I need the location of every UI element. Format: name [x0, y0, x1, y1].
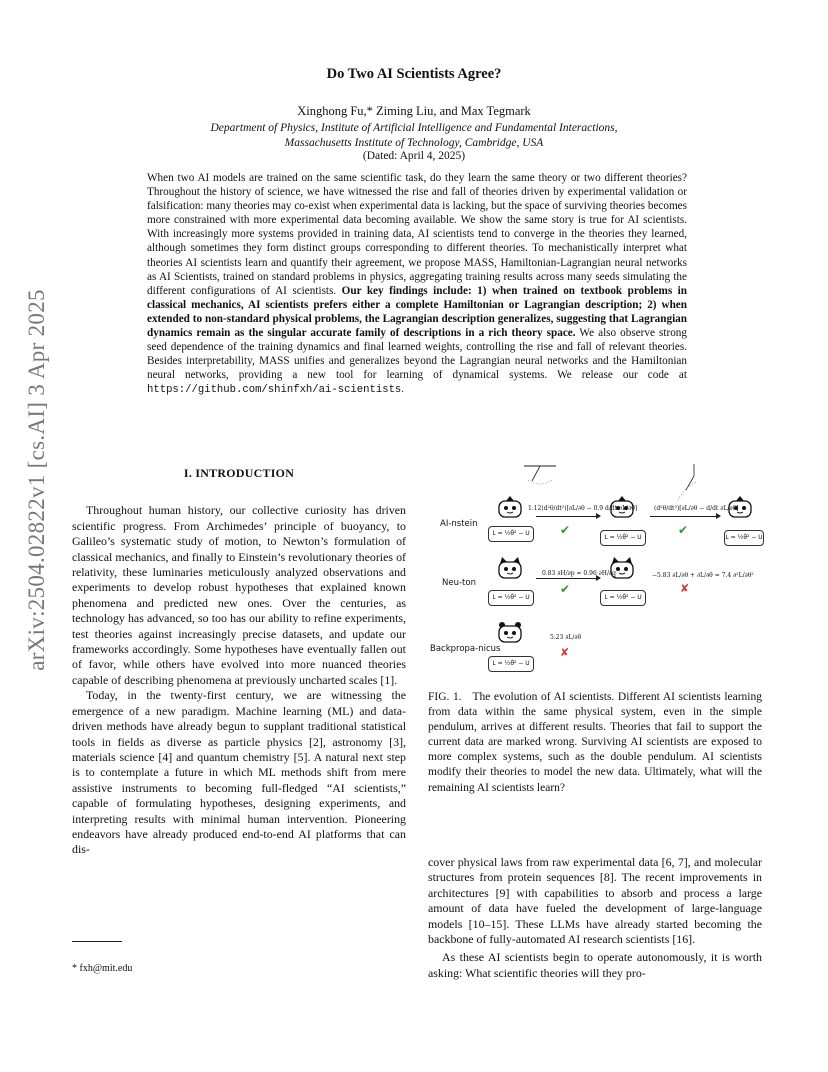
abstract-text-2: We also observe strong seed dependence of the training dynamics and final learned weights, controlling the rise and fall of relevant theories. Besides interpretability, MASS unifies and generalizes beyond the Lagrangian neural networks and the Hamiltonian neural networks, providing a new tool for learning of dynamical systems. We release our code at: [147, 327, 687, 382]
left-column: [72, 466, 406, 858]
arrow: [536, 578, 600, 579]
section-heading-introduction: I. INTRODUCTION: [183, 466, 295, 480]
footnote-divider: [72, 941, 122, 942]
right-paragraph-2: As these AI scientists begin to operate autonomously, it is worth asking: What scientific theories will they pro-: [428, 950, 762, 980]
label-ai-nstein: AI-nstein: [440, 519, 478, 529]
equation-neu-ton-2: −5.83 ∂L/∂θ + ∂L/∂θ̇ = 7.4 ∂²L/∂θ²: [652, 572, 754, 579]
abstract-end: .: [401, 383, 405, 396]
caption-label: FIG. 1.: [428, 691, 462, 703]
abstract-key-findings: Our key findings include: 1) when trained on textbook problems in classical mechanics, AI scientists prefers either a complete Hamiltonian or Lagrangian description; 2) when extended to non-standard physical problems, the Lagrangian description generalizes, suggesting that Lagrangian dynamics remain as the singular accurate family of descriptions in a rich theory space.: [147, 284, 687, 340]
abstract: [147, 171, 687, 398]
equation-backpropa-nicus: 5.23 ∂L/∂θ̇: [550, 634, 582, 641]
intro-paragraph-2: Today, in the twenty-first century, we are witnessing the emergence of a new paradigm. Machine learning (ML) and data-driven methods have already begun to supplant traditional statistical tools in fields as diverse as particle physics [2], astronomy [3], materials science [4] and quantum chemistry [5]. A natural next step is to contemplate a future in which ML methods shift from mere assistive instruments to becoming full-fledged “AI scientists,” capable of formulating hypotheses, designing experiments, and interpreting results with minimal human intervention. Pioneering endeavors have already produced end-to-end AI platforms that can dis-: [72, 688, 406, 857]
figure-caption: [428, 690, 762, 796]
abstract-text-1: When two AI models are trained on the same scientific task, do they learn the same theory or two different theories? Throughout the history of science, we have witnessed the rise and fall of theories driven by experimental validation or falsification: many theories may co-exist when experimental data is lacking, but the space of surviving theories becomes more constrained with more experimental data becoming available. We show the same story is true for AI scientists. With increasingly more systems provided in training data, AI scientists tend to converge in the theories they learned, although sometimes they form distinct groups corresponding to different theories. To mechanistically interpret what theories AI scientists learn and quantify their agreement, we propose MASS, Hamiltonian-Lagrangian neural networks as AI Scientists, trained on standard problems in physics, aggregating training results across many seeds simulating the different configurations of AI scientists.: [147, 172, 687, 297]
equation-ai-nstein-2: (d²θ/dt²)[∂L/∂θ − d/dt ∂L/∂θ̇]: [654, 505, 739, 512]
arrow: [650, 516, 720, 517]
robot-icon: [726, 495, 754, 529]
arrow: [536, 516, 600, 517]
double-pendulum-sketch: [672, 462, 702, 502]
paper-title: Do Two AI Scientists Agree?: [326, 66, 502, 82]
equation-ai-nstein-1: 1.12(d²θ/dt²)[∂L/∂θ − 0.9 d/dt ∂L/∂θ̇]: [528, 505, 638, 512]
robot-icon: [496, 556, 524, 590]
label-backpropa-nicus: Backpropa-nicus: [430, 644, 501, 654]
theory-box: L = ½θ̇² − U: [600, 590, 646, 606]
right-column: [428, 855, 762, 981]
figure-1: [428, 460, 770, 682]
equation-neu-ton-1: 0.83 ∂H/∂p = 0.96 ∂H/∂q: [542, 570, 616, 577]
theory-box: L = ½θ̇² − U: [488, 590, 534, 606]
theory-box: L = ½θ̇² − U: [600, 530, 646, 546]
code-link[interactable]: https://github.com/shinfxh/ai-scientists: [147, 384, 402, 397]
robot-icon: [496, 495, 524, 529]
arxiv-identifier: arXiv:2504.02822v1 [cs.AI] 3 Apr 2025: [24, 289, 49, 671]
check-icon: ✔: [560, 523, 571, 537]
author-list: Xinghong Fu,* Ziming Liu, and Max Tegmark: [297, 104, 531, 118]
label-neu-ton: Neu-ton: [442, 578, 476, 588]
check-icon: ✔: [678, 523, 689, 537]
right-paragraph-1: cover physical laws from raw experimental data [6, 7], and molecular structures from protein sequences [8]. The recent improvements in architectures [9] with capabilities to absorb and process a large amount of data have fueled the development of large-language models [10–15]. These LLMs have already started becoming the backbone of fully-automated AI research scientists [16].: [428, 855, 762, 947]
intro-paragraph-1: Throughout human history, our collective curiosity has driven scientific progress. From Archimedes’ principle of buoyancy, to Galileo’s systematic study of motion, to Newton’s formulation of classical mechanics, and finally to Einstein’s revolutionary theories of relativity, these luminaries meticulously analyzed observations and experiments to develop robust hypotheses that explained known phenomena and predicted new ones. Over the centuries, as technology has advanced, so too has our ability to refine experiments, test theories against increasingly precise datasets, and update our frameworks accordingly. Some hypotheses have eventually fallen out of favor, while others have evolved into more nuanced theories capable of describing phenomena at previously uncharted scales [1].: [72, 503, 406, 687]
date-line: (Dated: April 4, 2025): [362, 150, 466, 162]
robot-icon: [496, 620, 524, 654]
robot-icon: [608, 495, 636, 529]
cross-icon: ✘: [680, 582, 690, 595]
affiliation: [0, 121, 828, 151]
footnote-email: * fxh@mit.edu: [72, 963, 133, 974]
cross-icon: ✘: [560, 646, 570, 659]
affiliation-line-2: Massachusetts Institute of Technology, Cambridge, USA: [284, 137, 544, 149]
check-icon: ✔: [560, 582, 571, 596]
arxiv-sidebar: [22, 289, 52, 671]
theory-box: L = ½θ̇² − U: [724, 530, 764, 546]
theory-box: L = ½θ̇² − U: [488, 656, 534, 672]
affiliation-line-1: Department of Physics, Institute of Artificial Intelligence and Fundamental Interactions,: [210, 122, 618, 134]
theory-box: L = ½θ̇² − U: [488, 526, 534, 542]
single-pendulum-sketch: [520, 464, 560, 486]
caption-text: The evolution of AI scientists. Different AI scientists learning from data within the same physical system, even in the simple pendulum, arrives at different results. Theories that fail to support the current data are marked wrong. Surviving AI scientists are exposed to more complex systems, such as the double pendulum. AI scientists modify their theories to model the new data. Ultimately, what will the remaining AI scientists learn?: [428, 691, 763, 794]
